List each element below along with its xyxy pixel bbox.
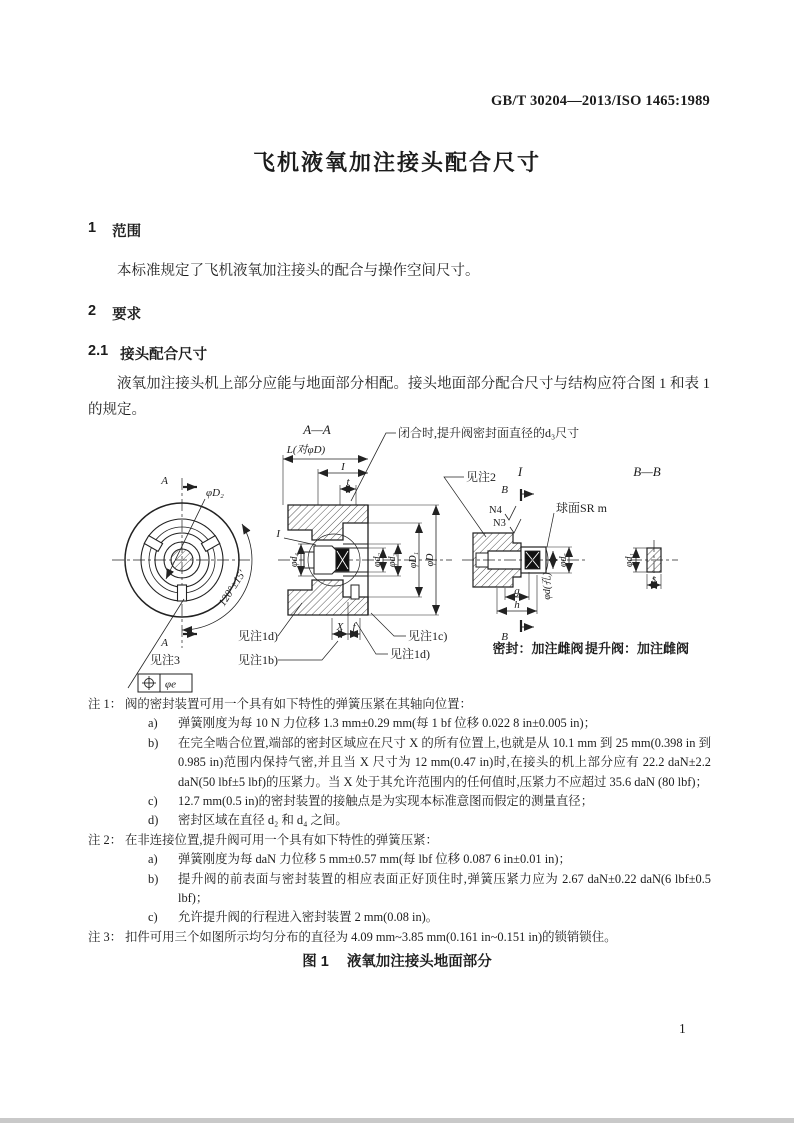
section-b-top-label: B [501, 484, 508, 496]
see-note1d-right-label: 见注1d) [390, 647, 430, 661]
dim-s-label: s [651, 573, 657, 585]
note-text: 弹簧刚度为每 10 N 力位移 1.3 mm±0.29 mm(每 1 bf 位移 0.022 8 in±0.005 in)； [178, 716, 597, 731]
note-1a [148, 714, 711, 733]
see-note1c-label: 见注1c) [408, 629, 448, 643]
page-title: 飞机液氧加注接头配合尺寸 [252, 150, 541, 175]
closed-position-note: 闭合时,提升阀密封面直径的d₃尺寸 [398, 426, 580, 440]
dim-phid1-label: φd₁ [624, 552, 635, 568]
dim-phid4-label: φd₄ [289, 552, 300, 568]
note-2a [148, 850, 711, 869]
note-label: a) [148, 852, 158, 867]
doc-number: GB/T 30204—2013/ISO 1465:1989 [490, 93, 710, 109]
section-aa-title: A—A [303, 422, 331, 437]
dim-phid3-label: φd₃ [387, 552, 398, 568]
section-1-number: 1 [88, 220, 97, 236]
section-1-paragraph: 本标准规定了飞机液氧加注接头的配合与操作空间尺寸。 [117, 263, 480, 279]
dim-phid5-label: φd₅ [558, 552, 569, 568]
note-label: b) [148, 735, 159, 750]
note-1 [88, 695, 711, 714]
note-1c [148, 792, 711, 811]
note-2b [148, 870, 711, 909]
note-label: 注 3： [88, 929, 123, 944]
section-1-title: 范围 [112, 224, 142, 240]
dim-t-label: t [346, 476, 350, 488]
section-b-bottom-label: B [501, 631, 508, 643]
poppet-caption: 提升阀：加注雌阀 [584, 641, 690, 656]
section-2-heading [88, 303, 141, 324]
see-note2-label: 见注2 [466, 470, 497, 484]
page-bottom-edge [0, 1118, 794, 1123]
page-number: 1 [679, 1021, 686, 1036]
see-note1d-left-label: 见注1d) [238, 629, 278, 643]
note-1b [148, 734, 711, 792]
section-aa-view [278, 433, 452, 660]
surface-finish-n4-label: N4 [489, 505, 502, 516]
section-2-number: 2 [88, 303, 97, 319]
surface-finish-n3-label: N3 [493, 518, 506, 529]
note-label: c) [148, 910, 158, 925]
dim-phid-hole-label: φd(孔) [542, 572, 553, 600]
note-text: 12.7 mm(0.5 in)的密封装置的接触点是为实现本标准意图而假定的测量直径； [178, 794, 594, 809]
tolerance-value-label: φe [165, 678, 176, 691]
dim-phiD1-label: φD₁ [408, 551, 419, 569]
section-bb-title: B—B [633, 464, 661, 479]
section-2-1-paragraph: 液氧加注接头机上部分应能与地面部分相配。接头地面部分配合尺寸与结构应符合图 1 和表 1 的规定。 [88, 376, 710, 418]
dim-X-label: X [336, 621, 344, 633]
note-label: c) [148, 794, 158, 809]
note-label: 注 2： [88, 832, 123, 847]
note-text: 阀的密封装置可用一个具有如下特性的弹簧压紧在其轴向位置： [125, 697, 472, 711]
angle-120-label: 120°±15′ [216, 568, 249, 609]
note-text: 在完全啮合位置,端部的密封区域应在尺寸 X 的所有位置上,也就是从 10.1 mm 到 25 mm(0.398 in 到 0.985 in)范围内保持气密,并且当 X 尺寸为 12 mm(0.47 in)时,在接头的机上部分应有 22.2 daN±2.2 daN(50 lbf±5 lbf)的压紧力。当 X 处于其允许范围内的任何值时,压紧力不应超过 35.6 daN (80 lbf)； [178, 735, 711, 789]
sphere-sr-label: 球面SR m [556, 501, 608, 515]
note-text: 在非连接位置,提升阀可用一个具有如下特性的弹簧压紧： [125, 832, 438, 847]
dim-h-label: h [514, 599, 520, 611]
note-label: a) [148, 716, 158, 731]
dim-phiD-label: φD [425, 553, 436, 567]
figure-1-drawing [80, 413, 720, 695]
dim-f-label: f [352, 621, 356, 633]
figure-1-caption [0, 950, 794, 971]
note-text: 允许提升阀的行程进入密封装置 2 mm(0.08 in)。 [178, 910, 439, 925]
detail-I-title: I [517, 464, 523, 479]
section-1-heading [88, 220, 141, 241]
section-2-1-title: 接头配合尺寸 [120, 347, 208, 363]
section-a-top-label: A [161, 475, 168, 487]
note-label: 注 1： [88, 697, 123, 711]
section-2-1-heading [88, 343, 207, 364]
note-text: 密封区域在直径 d₂ 和 d₄ 之间。 [178, 813, 348, 828]
note-label: d) [148, 813, 159, 828]
section-a-bottom-label: A [161, 637, 168, 649]
section-2-1-number: 2.1 [88, 343, 109, 359]
dim-phid2-label: φd₂ [372, 552, 383, 568]
position-tolerance-icon [142, 676, 156, 690]
dim-I-label: I [341, 461, 345, 473]
dim-g-label: g [514, 585, 520, 597]
note-2 [88, 831, 711, 850]
see-note3-label: 见注3 [150, 653, 181, 667]
dim-phiD2-label: φD₂ [206, 487, 224, 499]
seal-caption: 密封：加注雌阀 [492, 641, 584, 656]
note-2c [148, 908, 711, 927]
figure-caption-text: 液氧加注接头地面部分 [346, 954, 492, 970]
see-note1b-label: 见注1b) [238, 653, 278, 667]
figure-number: 图 1 [302, 954, 329, 970]
note-text: 提升阀的前表面与密封装置的相应表面正好顶住时,弹簧压紧力应为 2.67 daN±0.22 daN(6 lbf±0.5 lbf)； [178, 871, 711, 906]
section-2-title: 要求 [112, 307, 142, 323]
note-text: 扣件可用三个如图所示均匀分布的直径为 4.09 mm~3.85 mm(0.161 in~0.151 in)的锁销锁住。 [125, 929, 617, 944]
figure-notes [88, 695, 711, 947]
dim-L-label: L(对φD) [286, 444, 326, 456]
chamfer-I-label: I [276, 528, 280, 540]
note-text: 弹簧刚度为每 daN 力位移 5 mm±0.57 mm(每 lbf 位移 0.087 6 in±0.01 in)； [178, 852, 571, 867]
note-3 [88, 928, 711, 947]
note-label: b) [148, 871, 159, 886]
note-1d [148, 811, 711, 830]
